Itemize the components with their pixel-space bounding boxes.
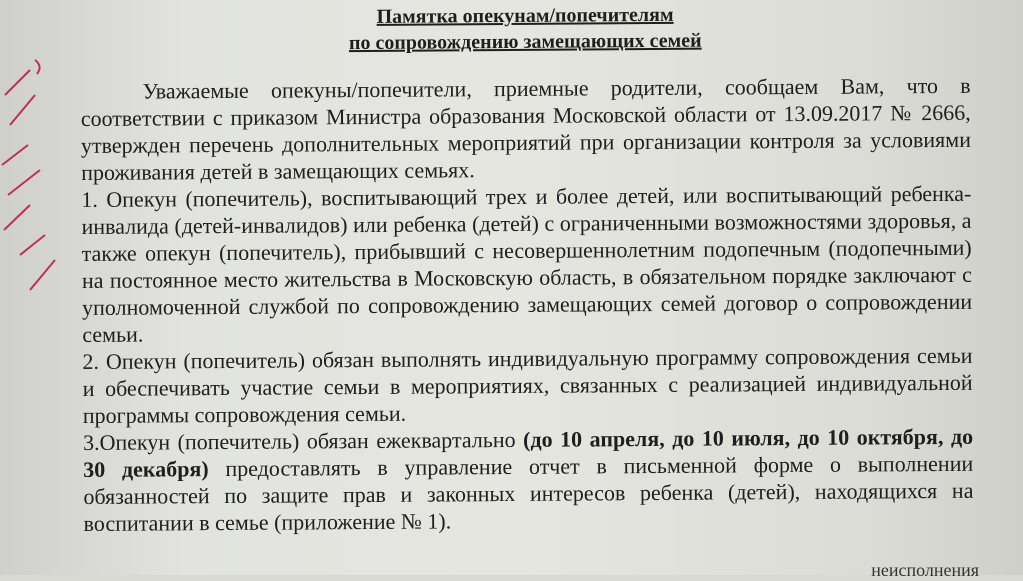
item-2: 2. Опекун (попечитель) обязан выполнять индивидуальную программу сопровождения семьи и обеспечивать участие семьи в мероприятиях, связанных с реализацией индивидуальной программы сопровождения семьи. <box>82 342 973 428</box>
next-page-fragment: неисполнения <box>871 560 979 580</box>
item-3-prefix: 3.Опекун (попечитель) обязан ежеквартально <box>82 426 524 455</box>
item-3-suffix: предоставлять в управление отчет в письменной форме о выполнении обязанностей по защите прав и законных интересов ребенка (детей), находящихся на воспитании в семье (приложение № 1). <box>83 450 974 536</box>
item-3-deadlines: (до 10 апреля, до 10 июля, до 10 октября, до 30 декабря) <box>83 423 974 482</box>
document-title-line1: Памятка опекунам/попечителям <box>376 3 674 28</box>
intro-paragraph: Уважаемые опекуны/попечители, приемные родители, сообщаем Вам, что в соответствии с приказом Министра образования Московской области от 13.09.2017 № 2666, утвержден перечень дополнительных мероприятий при организации контроля за условиями проживания детей в замещающих семьях. <box>80 72 972 185</box>
document-title-line2: по сопровождению замещающих семей <box>348 29 702 55</box>
document-body <box>80 0 974 537</box>
handwritten-margin-note <box>0 55 70 325</box>
item-3 <box>83 423 974 537</box>
item-1: 1. Опекун (попечитель), воспитывающий трех и более детей, или воспитывающий ребенка-инвалида (детей-инвалидов) или ребенка (детей) с ограниченными возможностями здоровья, а также опекун (попечитель), прибывший с несовершеннолетним подопечным (подопечными) на постоянное место жительства в Московскую область, в обязательном порядке заключают с уполномоченной службой по сопровождению замещающих семей договор о сопровождении семьи. <box>81 180 973 347</box>
